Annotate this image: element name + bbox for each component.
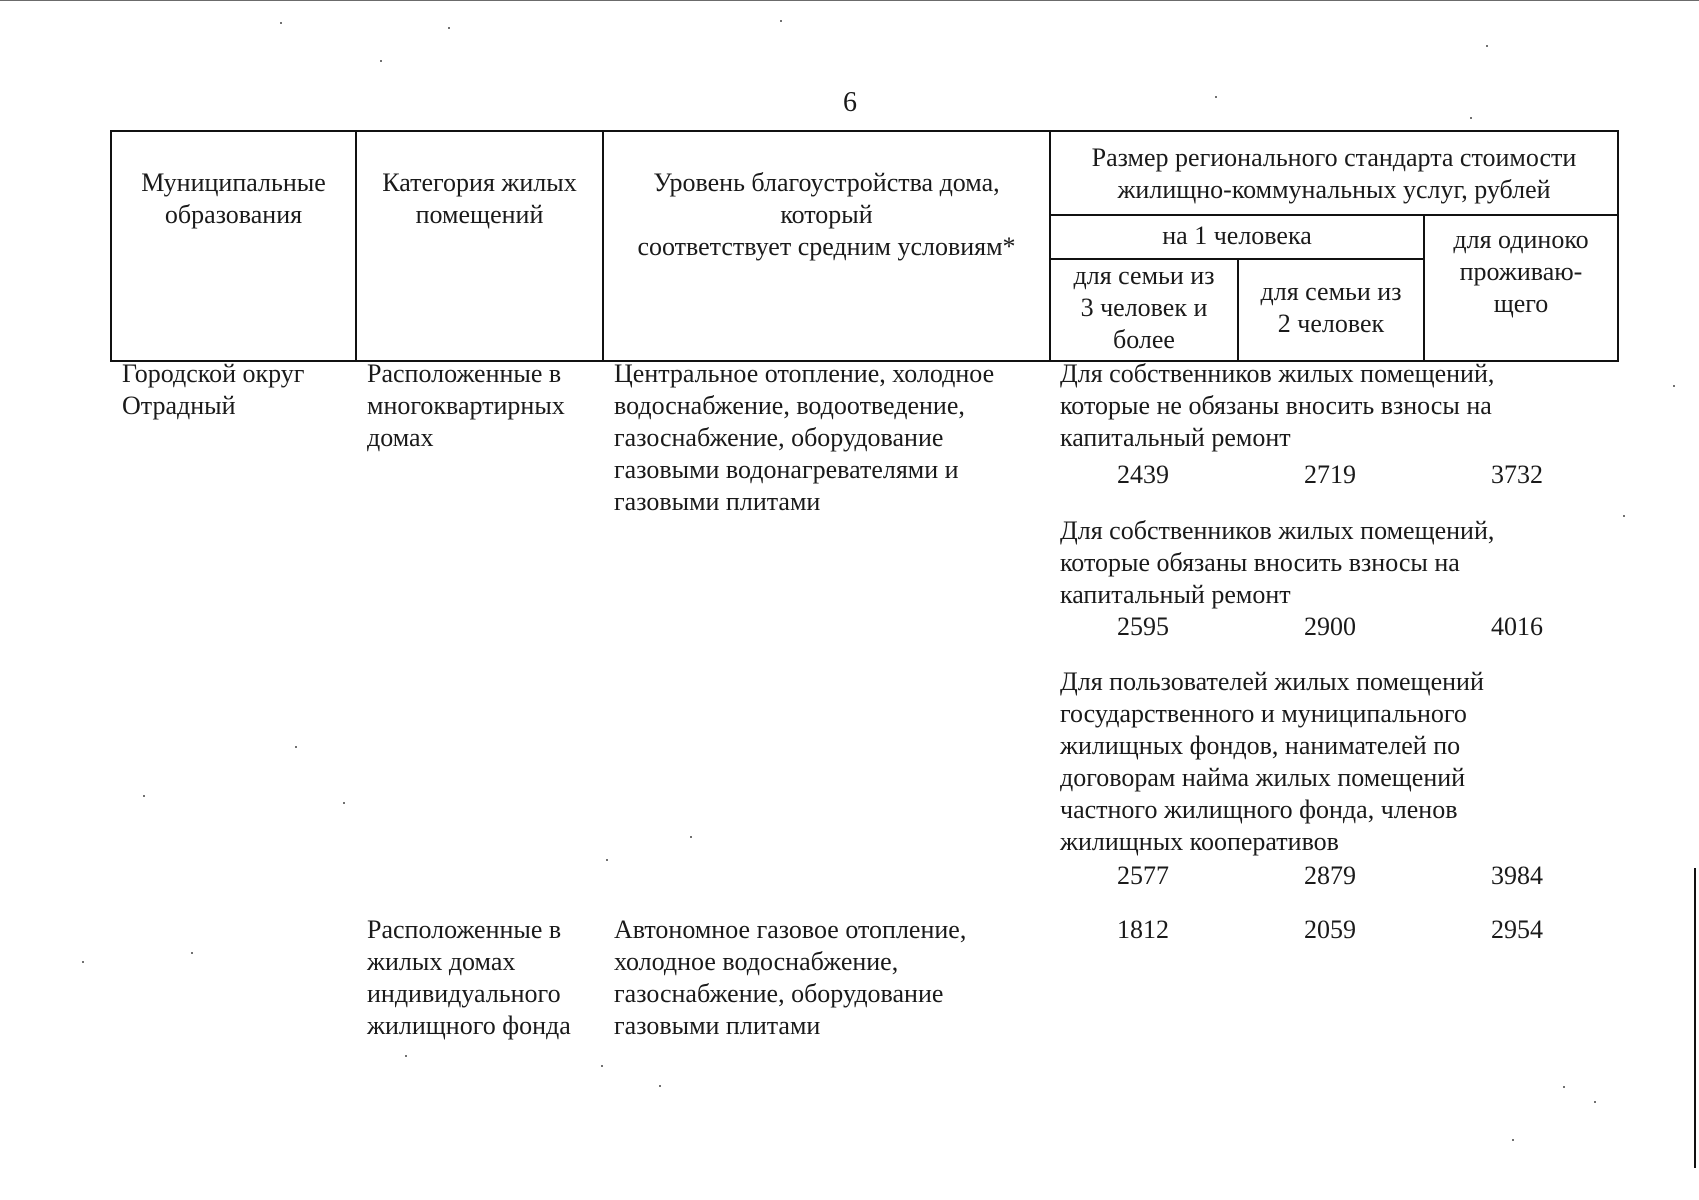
scan-speck (606, 859, 608, 861)
value-single: 4016 (1491, 612, 1543, 641)
table-header (110, 130, 1619, 362)
scan-speck (1563, 1086, 1565, 1088)
level-autonomous-heating: Автономное газовое отопление, холодное водоснабжение, газоснабжение, оборудование газовыми плитами (614, 915, 967, 1040)
scan-speck (143, 795, 145, 797)
value-family2: 2900 (1304, 612, 1356, 641)
value-family2: 2719 (1304, 460, 1356, 489)
header-category: Категория жилых помещений (382, 168, 577, 229)
group-title-tenants: Для пользователей жилых помещений государственного и муниципального жилищных фондов, нанимателей по договорам найма жилых помещений частного жилищного фонда, членов жилищных кооперативов (1060, 667, 1484, 856)
scan-speck (780, 20, 782, 22)
value-family2: 2059 (1304, 915, 1356, 944)
scan-speck (1215, 96, 1217, 98)
scan-speck (380, 60, 382, 62)
value-single: 3984 (1491, 861, 1543, 890)
scan-speck (343, 802, 345, 804)
scan-speck (191, 952, 193, 954)
header-level: Уровень благоустройства дома, который соответствует средним условиям* (637, 168, 1016, 261)
scan-speck (1512, 1139, 1514, 1141)
scan-speck (1470, 117, 1472, 119)
category-individual-houses: Расположенные в жилых домах индивидуального жилищного фонда (367, 915, 571, 1040)
page-number: 6 (843, 87, 857, 118)
value-single: 2954 (1491, 915, 1543, 944)
scan-speck (295, 746, 297, 748)
scan-speck (601, 1065, 603, 1067)
scan-speck (1486, 45, 1488, 47)
value-family2: 2879 (1304, 861, 1356, 890)
scan-speck (405, 1055, 407, 1057)
value-family3: 2439 (1117, 460, 1169, 489)
value-single: 3732 (1491, 460, 1543, 489)
header-municipal: Муниципальные образования (141, 168, 326, 229)
header-family3: для семьи из 3 человек и более (1073, 261, 1215, 354)
category-apartment-buildings: Расположенные в многоквартирных домах (367, 359, 565, 452)
page-top-edge (0, 0, 1699, 1)
group-title-owners-exempt: Для собственников жилых помещений, которые не обязаны вносить взносы на капитальный ремонт (1060, 359, 1495, 452)
level-central-heating: Центральное отопление, холодное водоснабжение, водоотведение, газоснабжение, оборудование газовыми водонагревателями и газовыми плитами (614, 359, 995, 516)
row-divider (1049, 214, 1617, 216)
value-family3: 1812 (1117, 915, 1169, 944)
scan-speck (690, 836, 692, 838)
header-per-person: на 1 человека (1162, 221, 1312, 250)
header-single: для одиноко проживаю- щего (1453, 225, 1589, 318)
header-standard: Размер регионального стандарта стоимости жилищно-коммунальных услуг, рублей (1091, 143, 1577, 204)
scan-speck (659, 1085, 661, 1087)
scan-speck (82, 961, 84, 963)
scan-speck (1623, 515, 1625, 517)
scan-speck (448, 27, 450, 29)
page-right-edge (1694, 868, 1696, 1168)
group-title-owners-obliged: Для собственников жилых помещений, которые обязаны вносить взносы на капитальный ремонт (1060, 516, 1495, 609)
scan-speck (1594, 1101, 1596, 1103)
value-family3: 2595 (1117, 612, 1169, 641)
scan-speck (1673, 385, 1675, 387)
value-family3: 2577 (1117, 861, 1169, 890)
municipality-name: Городской округ Отрадный (122, 359, 305, 420)
header-family2: для семьи из 2 человек (1260, 277, 1402, 338)
scan-speck (280, 22, 282, 24)
